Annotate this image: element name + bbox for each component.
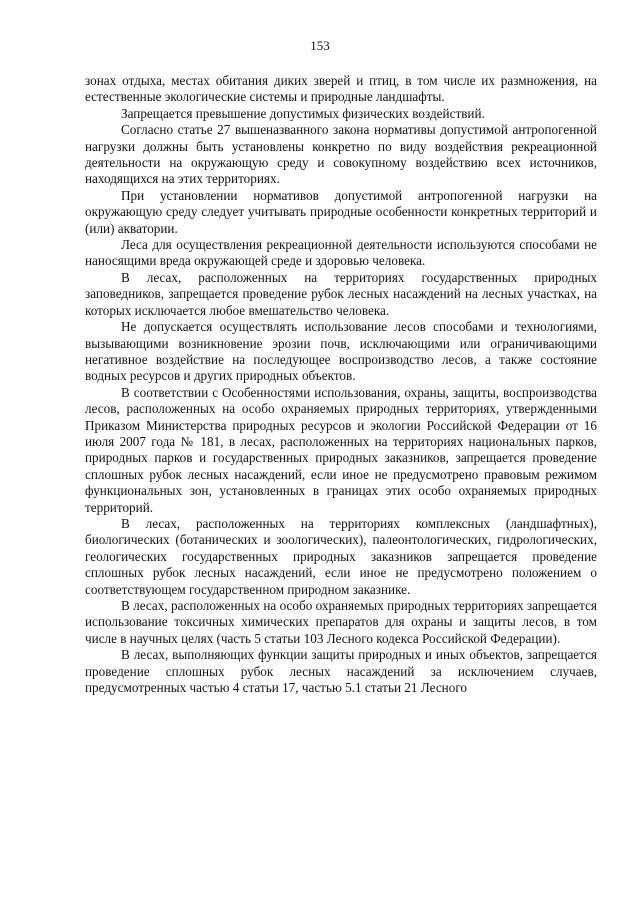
paragraph-3: Согласно статье 27 вышеназванного закона нормативы допустимой антропогенной нагрузки должны быть установлены конкретно по виду воздействия рекреационной деятельности на окружающую среду и совокупному воздействию всех источников, находящихся на этих территориях. [85,122,597,187]
paragraph-5: Леса для осуществления рекреационной деятельности используются способами не наносящими вреда окружающей среде и здоровью человека. [85,237,597,269]
paragraph-10: В лесах, расположенных на особо охраняемых природных территориях запрещается использование токсичных химических препаратов для охраны и защиты лесов, в том числе в научных целях (часть 5 статьи 103 Лесного кодекса Российской Федерации). [85,598,597,646]
paragraph-9: В лесах, расположенных на территориях комплексных (ландшафтных), биологических (ботанических и зоологических), палеонтологических, гидрологических, геологических государственных природных заказников запрещается проведение сплошных рубок лесных насаждений, если иное не предусмотрено положением о соответствующем государственном природном заказнике. [85,515,597,597]
page-number: 153 [310,38,330,53]
paragraph-8: В соответствии с Особенностями использования, охраны, защиты, воспроизводства лесов, расположенных на особо охраняемых природных территориях, утвержденными Приказом Министерства природных ресурсов и экологии Российской Федерации от 16 июля 2007 года № 181, в лесах, расположенных на территориях национальных парков, природных парков и государственных природных заказников, запрещается проведение сплошных рубок лесных насаждений, если иное не предусмотрено правовым режимом функциональных зон, установленных в границах этих особо охраняемых природных территорий. [85,384,597,515]
paragraph-2: Запрещается превышение допустимых физических воздействий. [121,105,485,121]
paragraph-11: В лесах, выполняющих функции защиты природных и иных объектов, запрещается проведение сплошных рубок лесных насаждений за исключением случаев, предусмотренных частью 4 статьи 17, частью 5.1 статьи 21 Лесного [85,647,597,696]
paragraph-4: При установлении нормативов допустимой антропогенной нагрузки на окружающую среду следует учитывать природные особенности конкретных территорий и (или) акватории. [85,187,597,236]
paragraph-7: Не допускается осуществлять использование лесов способами и технологиями, вызывающими возникновение эрозии почв, исключающими или ограничивающими негативное воздействие на последующее воспроизводство лесов, а также состояние водных ресурсов и других природных объектов. [85,319,597,384]
paragraph-6: В лесах, расположенных на территориях государственных природных заповедников, запрещается проведение рубок лесных насаждений на лесных участках, на которых исключается любое вмешательство человека. [85,269,597,318]
document-body [85,73,597,696]
paragraph-1: зонах отдыха, местах обитания диких зверей и птиц, в том числе их размножения, на естественные экологические системы и природные ландшафты. [85,73,597,105]
